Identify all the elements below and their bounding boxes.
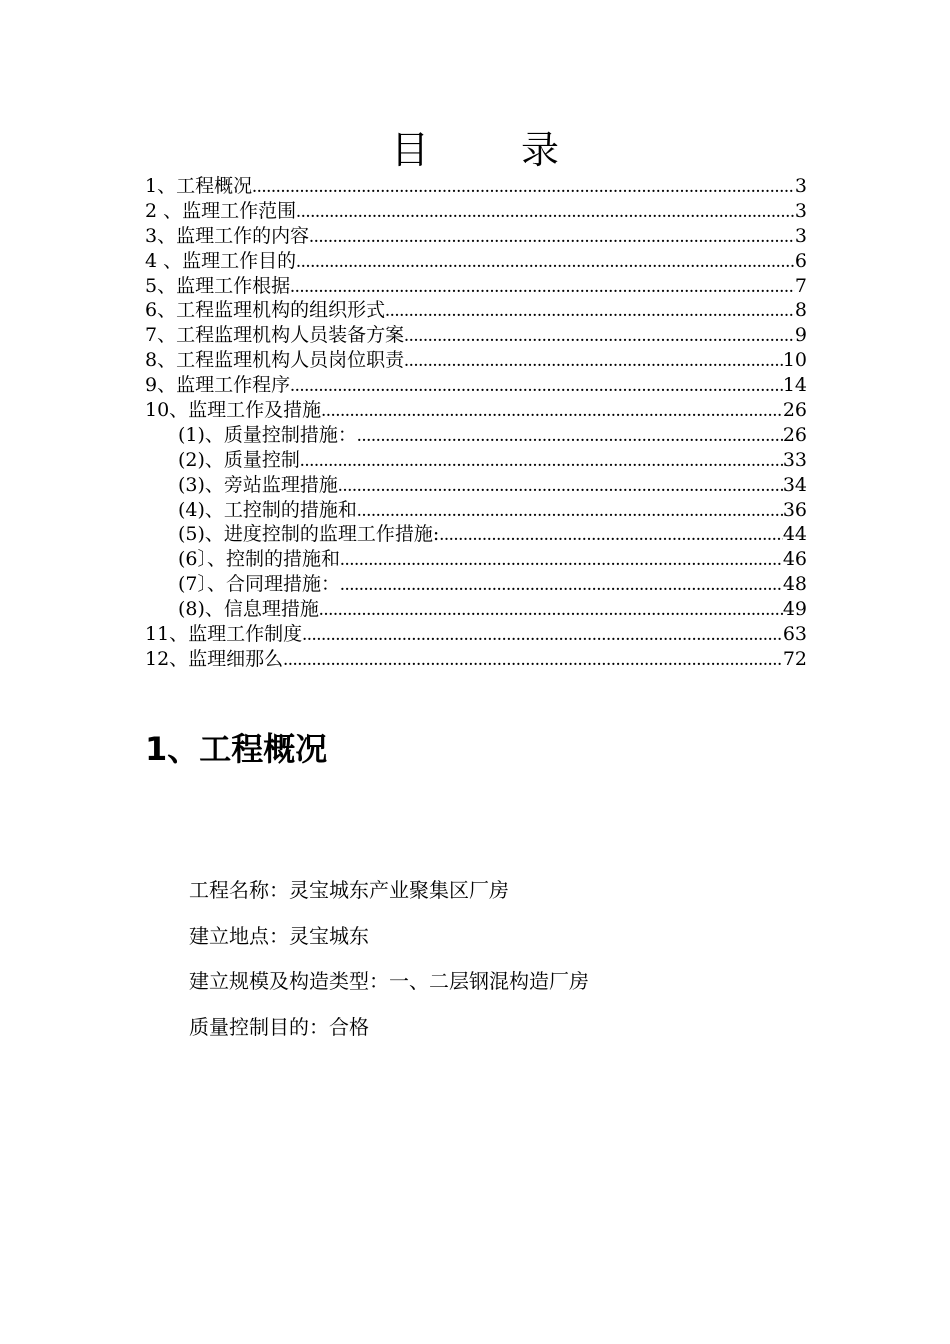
toc-entry[interactable] (145, 348, 807, 373)
toc-entry-page: 46 (782, 548, 807, 571)
toc-entry-label: 8、工程监理机构人员岗位职责 (145, 349, 405, 372)
toc-leader-dots (404, 324, 795, 349)
toc-entry-label: (4)、工控制的措施和 (178, 498, 357, 521)
toc-entry-label: (7〕、合同理措施： (178, 573, 341, 596)
toc-entry-page: 26 (782, 399, 807, 422)
toc-entry-page: 26 (782, 423, 807, 446)
project-name: 工程名称：灵宝城东产业聚集区厂房 (189, 878, 509, 902)
toc-entry[interactable] (145, 298, 807, 323)
toc-entry[interactable] (145, 647, 807, 672)
toc-entry-label: 10、监理工作及措施 (145, 399, 322, 422)
toc-leader-dots (252, 175, 795, 200)
toc-entry-label: 7、工程监理机构人员装备方案 (145, 324, 405, 347)
toc-leader-dots (340, 548, 783, 573)
section-heading: 1、工程概况 (145, 730, 328, 768)
toc-entry-label: 4 、监理工作目的 (145, 249, 297, 272)
toc-entry-page: 7 (794, 274, 807, 297)
toc-leader-dots (302, 623, 783, 648)
toc-entry-page: 36 (782, 498, 807, 521)
toc-entry-page: 34 (782, 473, 807, 496)
toc-subentry[interactable] (145, 473, 807, 498)
toc-entry-label: (8)、信息理措施 (178, 598, 319, 621)
toc-entry[interactable] (145, 622, 807, 647)
toc-entry-page: 10 (782, 349, 807, 372)
toc-leader-dots (404, 349, 783, 374)
toc-entry[interactable] (145, 224, 807, 249)
toc-subentry[interactable] (145, 448, 807, 473)
toc-entry-page: 6 (794, 249, 807, 272)
toc-entry-page: 3 (794, 199, 807, 222)
toc-entry-label: (2)、质量控制 (178, 448, 300, 471)
toc-subentry[interactable] (145, 572, 807, 597)
toc-subentry[interactable] (145, 597, 807, 622)
toc-entry-label: 3、监理工作的内容 (145, 224, 310, 247)
toc-entry-label: 11、监理工作制度 (145, 623, 303, 646)
toc-subentry[interactable] (145, 522, 807, 547)
toc-entry-label: 5、监理工作根据 (145, 274, 291, 297)
toc-leader-dots (321, 399, 783, 424)
toc-leader-dots (309, 225, 795, 250)
toc-entry-page: 48 (782, 573, 807, 596)
quality-target: 质量控制目的：合格 (189, 1015, 369, 1040)
toc-entry-page: 14 (782, 374, 807, 397)
toc-entry-page: 9 (794, 324, 807, 347)
table-of-contents (145, 174, 807, 672)
toc-entry-page: 63 (782, 623, 807, 646)
toc-entry-page: 3 (794, 175, 807, 197)
toc-leader-dots (300, 449, 783, 474)
toc-leader-dots (290, 374, 783, 399)
toc-entry-page: 72 (782, 647, 807, 670)
toc-leader-dots (357, 424, 783, 449)
toc-leader-dots (338, 474, 783, 499)
toc-entry-page: 44 (782, 523, 807, 546)
toc-leader-dots (385, 299, 795, 324)
toc-entry-label: 6、工程监理机构的组织形式 (145, 299, 386, 322)
toc-leader-dots (357, 499, 783, 524)
toc-entry-label: (5)、进度控制的监理工作措施: (178, 523, 440, 546)
toc-entry[interactable] (145, 373, 807, 398)
project-scale-structure: 建立规模及构造类型：一、二层钢混构造厂房 (189, 969, 589, 994)
toc-entry-page: 49 (782, 598, 807, 621)
toc-entry-label: 9、监理工作程序 (145, 374, 291, 397)
toc-entry-label: 2 、监理工作范围 (145, 199, 297, 222)
toc-entry-label: 1、工程概况 (145, 175, 253, 197)
toc-entry-label: (1)、质量控制措施： (178, 423, 357, 446)
toc-entry[interactable] (145, 398, 807, 423)
toc-leader-dots (319, 598, 783, 623)
toc-entry[interactable] (145, 274, 807, 299)
toc-entry-label: (6〕、控制的措施和 (178, 548, 341, 571)
toc-leader-dots (290, 275, 795, 300)
toc-subentry[interactable] (145, 498, 807, 523)
toc-entry-page: 8 (794, 299, 807, 322)
toc-leader-dots (340, 573, 783, 598)
toc-leader-dots (439, 523, 782, 548)
toc-leader-dots (296, 250, 795, 275)
toc-title: 目 录 (390, 128, 600, 172)
toc-entry-label: 12、监理细那么 (145, 647, 284, 670)
project-location: 建立地点：灵宝城东 (189, 923, 369, 948)
toc-entry-page: 33 (782, 448, 807, 471)
toc-entry-page: 3 (794, 224, 807, 247)
toc-leader-dots (283, 648, 783, 673)
toc-leader-dots (296, 200, 795, 225)
toc-entry[interactable] (145, 174, 807, 199)
toc-subentry[interactable] (145, 423, 807, 448)
toc-entry[interactable] (145, 323, 807, 348)
toc-subentry[interactable] (145, 547, 807, 572)
toc-entry-label: (3)、旁站监理措施 (178, 473, 338, 496)
toc-entry[interactable] (145, 199, 807, 224)
project-details (189, 868, 589, 1051)
toc-entry[interactable] (145, 249, 807, 274)
